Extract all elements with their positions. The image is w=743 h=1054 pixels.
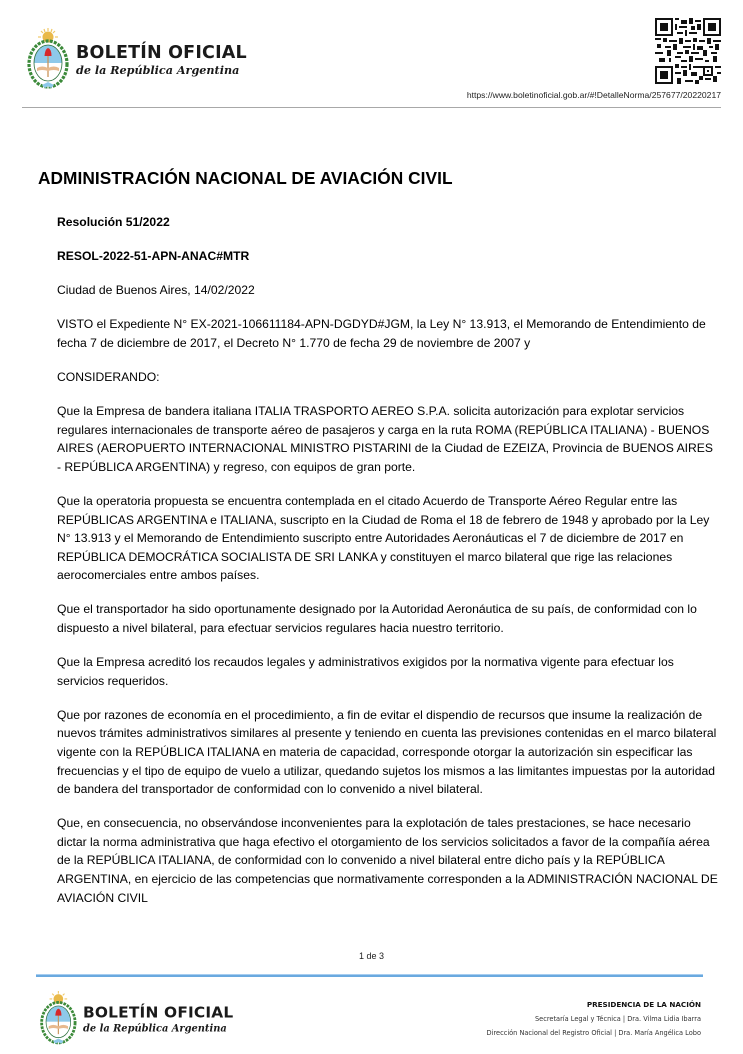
place-date: Ciudad de Buenos Aires, 14/02/2022 xyxy=(57,283,255,298)
header-logo xyxy=(26,28,247,92)
resolution-number: Resolución 51/2022 xyxy=(57,215,170,229)
footer-credits xyxy=(487,998,701,1040)
body-paragraph: Que la Empresa de bandera italiana ITALIA TRASPORTO AEREO S.P.A. solicita autorización para explotar servicios regulares internacionales de transporte aéreo de pasajeros y carga en la ruta ROMA (REPÚBLICA ITALIANA) - BUENOS AIRES (AEROPUERTO INTERNACIONAL MINISTRO PISTARINI de la Ciudad de EZEIZA, Provincia de BUENOS AIRES - REPÚBLICA ARGENTINA) y regreso, con equipos de gran porte. xyxy=(57,404,714,474)
document-body xyxy=(57,213,719,923)
logo-subtitle: de la República Argentina xyxy=(76,63,240,77)
footer-logo-subtitle: de la República Argentina xyxy=(83,1021,227,1035)
header-divider xyxy=(22,107,721,108)
page-indicator: 1 de 3 xyxy=(358,951,385,961)
logo-title: BOLETÍN OFICIAL xyxy=(76,43,247,63)
body-paragraph: Que por razones de economía en el procedimiento, a fin de evitar el dispendio de recursos que insume la realización de nuevos trámites administrativos similares al presente y teniendo en cuenta las previsiones contenidas en el marco bilateral vigente con la REPÚBLICA ITALIANA en materia de capacidad, corresponde otorgar la autorización sin especificar las frecuencias y el tipo de equipo de vuelo a utilizar, quedando sujetos los mismos a las limitantes impuestas por la autoridad de bandera del transportador de conformidad con lo convenido a nivel bilateral. xyxy=(57,707,717,797)
body-paragraph: Que la operatoria propuesta se encuentra contemplada en el citado Acuerdo de Transporte Aéreo Regular entre las REPÚBLICAS ARGENTINA e ITALIANA, suscripto en la Ciudad de Roma el 18 de febrero de 1948 y aprobado por la Ley N° 13.913 y el Memorando de Entendimiento suscripto entre Autoridades Aeronáuticas el 7 de diciembre de 2017 en REPÚBLICA DEMOCRÁTICA SOCIALISTA DE SRI LANKA y constituyen el marco bilateral que rige las relaciones aerocomerciales entre ambos países. xyxy=(57,493,710,583)
footer-logo xyxy=(39,991,233,1047)
visto-paragraph: VISTO el Expediente N° EX-2021-106611184-APN-DGDYD#JGM, la Ley N° 13.913, el Memorando de Entendimiento de fecha 7 de diciembre de 2017, el Decreto N° 1.770 de fecha 29 de noviembre de 2007 y xyxy=(57,317,706,350)
agency-title: ADMINISTRACIÓN NACIONAL DE AVIACIÓN CIVIL xyxy=(38,168,453,188)
direccion-line: Dirección Nacional del Registro Oficial | Dra. María Angélica Lobo xyxy=(486,1029,701,1037)
document-url[interactable]: https://www.boletinoficial.gob.ar/#!DetalleNorma/257677/20220217 xyxy=(466,90,721,100)
body-paragraph: Que el transportador ha sido oportunamente designado por la Autoridad Aeronáutica de su país, de conformidad con lo dispuesto a nivel bilateral, para efectuar servicios regulares hacia nuestro territorio. xyxy=(57,602,697,635)
coat-of-arms-icon xyxy=(39,991,78,1047)
secretaria-line: Secretaría Legal y Técnica | Dra. Vilma Lidia Ibarra xyxy=(534,1015,701,1023)
considerando-heading: CONSIDERANDO: xyxy=(57,369,160,384)
coat-of-arms-icon xyxy=(26,28,70,92)
footer-divider xyxy=(36,974,703,977)
body-paragraph: Que, en consecuencia, no observándose inconvenientes para la explotación de tales prestaciones, se hace necesario dictar la norma administrativa que haga efectivo el otorgamiento de los servicios solicitados a favor de la compañía aérea de la REPÚBLICA ITALIANA, de conformidad con lo convenido a nivel bilateral entre dicho país y la REPÚBLICA ARGENTINA, en ejercicio de las competencias que normativamente corresponden a la ADMINISTRACIÓN NACIONAL DE AVIACIÓN CIVIL xyxy=(57,816,718,905)
qr-code-icon[interactable] xyxy=(655,18,721,84)
resolution-reference: RESOL-2022-51-APN-ANAC#MTR xyxy=(57,249,250,264)
footer-logo-title: BOLETÍN OFICIAL xyxy=(83,1004,234,1022)
presidency-label: PRESIDENCIA DE LA NACIÓN xyxy=(586,1000,701,1009)
body-paragraph: Que la Empresa acreditó los recaudos legales y administrativos exigidos por la normativa vigente para efectuar los servicios requeridos. xyxy=(57,655,674,688)
